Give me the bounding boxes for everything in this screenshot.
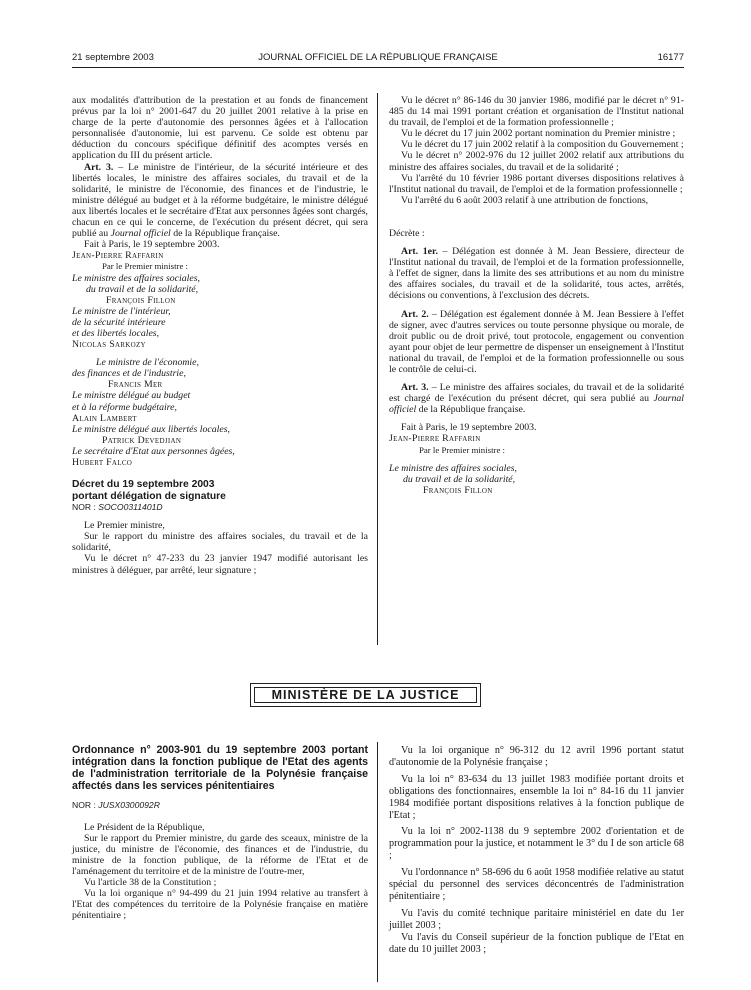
vu-arrete-2003: Vu l'arrêté du 6 août 2003 relatif à une attribution de fonctions, (401, 194, 649, 206)
article-3-right-paragraph: Art. 3. – Le ministre des affaires sociales, du travail et de la solidarité est chargé de l'exécution du présent décret, qui sera publié au Journal officiel de la République française. (389, 382, 684, 416)
ministere-heading-box (250, 683, 481, 707)
header-rule (72, 67, 684, 68)
vu-decret-nomination: Vu le décret du 17 juin 2002 portant nomination du Premier ministre ; (401, 128, 676, 140)
le-president: Le Président de la République, (84, 821, 205, 833)
minister-6-name: Hubert Falco (72, 457, 133, 468)
header-journal-title: JOURNAL OFFICIEL DE LA RÉPUBLIQUE FRANÇAISE (258, 52, 498, 63)
header-date: 21 septembre 2003 (72, 52, 154, 63)
le-premier-ministre: Le Premier ministre, (84, 520, 165, 532)
minister-6-role: Le secrétaire d'Etat aux personnes âgées, (72, 445, 235, 457)
minister-right-name: François Fillon (423, 484, 493, 496)
signer-name: Jean-Pierre Raffarin (72, 250, 164, 262)
vu-loi-96-312: Vu la loi organique n° 96-312 du 12 avril 1996 portant statut d'autonomie de la Polynésie française ; (389, 745, 684, 768)
par-le-premier-ministre-right: Par le Premier ministre : (419, 444, 505, 455)
minister-1-role-line2: du travail et de la solidarité, (86, 283, 199, 295)
vu-decret-47-233: Vu le décret n° 47-233 du 23 janvier 1947 modifié autorisant les ministres à déléguer, par arrêté, leur signature ; (72, 553, 368, 576)
minister-2-role-line1: Le ministre de l'intérieur, (72, 305, 171, 317)
minister-5-name: Patrick Devedjian (102, 434, 182, 446)
minister-1-role-line1: Le ministre des affaires sociales, (72, 272, 200, 284)
fait-a-paris: Fait à Paris, le 19 septembre 2003. (84, 239, 220, 251)
minister-4-role-line1: Le ministre délégué au budget (72, 390, 191, 402)
vu-decret-2002-976: Vu le décret n° 2002-976 du 12 juillet 2002 relatif aux attributions du ministre des affaires sociales, du travail et de la solidarité ; (389, 150, 684, 173)
minister-1-name: François Fillon (106, 294, 176, 306)
minister-2-role-line3: et des libertés locales, (72, 327, 160, 339)
minister-3-role-line2: des finances et de l'industrie, (72, 368, 186, 380)
vu-avis-comite: Vu l'avis du comité technique paritaire ministériel en date du 1er juillet 2003 ; (389, 907, 684, 931)
vu-loi-2002-1138: Vu la loi n° 2002-1138 du 9 septembre 2002 d'orientation et de programmation pour la justice, et notamment le 3° du I de son article 68 ; (389, 826, 684, 862)
decret-title-line1: Décret du 19 septembre 2003 (72, 479, 215, 491)
column-bottom-right (389, 745, 684, 956)
fait-a-paris-right: Fait à Paris, le 19 septembre 2003. (401, 422, 537, 434)
minister-3-name: Francis Mer (108, 379, 163, 391)
vu-article-38: Vu l'article 38 de la Constitution ; (84, 877, 217, 889)
vu-loi-94-499: Vu la loi organique n° 94-499 du 21 juin 1994 relative au transfert à l'Etat des compétences du territoire de la Polynésie française en matière pénitentiaire ; (72, 888, 368, 922)
vu-decret-composition: Vu le décret du 17 juin 2002 relatif à la composition du Gouvernement ; (401, 139, 684, 151)
vu-decret-86-146: Vu le décret n° 86-146 du 30 janvier 1986, modifié par le décret n° 91-485 du 14 mai 1991 portant création et organisation de l'Institut national du travail, de l'emploi et de la formation professionnelle ; (389, 95, 684, 129)
article-2-paragraph: Art. 2. – Délégation est également donnée à M. Jean Bessiere à l'effet de signer, avec d'autres services ou toute personne physique ou morale, de droit public ou de droit privé, tout protocole, engagement ou convention ayant pour objet de leur permettre de dispenser un enseignement à l'Institut national du travail, de l'emploi et de la formation professionnelle ou sous le contrôle de celui-ci. (389, 308, 684, 375)
decrete-heading: Décrète : (389, 227, 425, 239)
article-3-paragraph: Art. 3. – Le ministre de l'intérieur, de la sécurité intérieure et des libertés locales, le ministre des affaires sociales, du travail et de la solidarité, le ministre de l'économie, des finances et de l'industrie, le ministre délégué au budget et à la réforme budgétaire, le ministre délégué aux libertés locales et le secrétaire d'Etat aux personnes âgées sont chargés, chacun en ce qui le concerne, de l'exécution du présent décret, qui sera publié au Journal officiel de la République française. (72, 161, 368, 240)
par-le-premier-ministre: Par le Premier ministre : (102, 261, 188, 272)
minister-2-name: Nicolas Sarkozy (72, 339, 146, 351)
ministere-heading: MINISTÈRE DE LA JUSTICE (254, 687, 477, 703)
ordonnance-title: Ordonnance n° 2003-901 du 19 septembre 2003 portant intégration dans la fonction publique de l'Etat des agents de l'administration territoriale de la Polynésie française affectés dans les services pénitentiaires (72, 744, 368, 792)
paragraph-prestation: aux modalités d'attribution de la prestation et au fonds de financement prévus par la loi n° 2001-647 du 20 juillet 2001 relative à la prise en charge de la perte d'autonomie des personnes âgées et à l'allocation personnalisée d'autonomie, lui est parvenu. Ce solde est obtenu par déduction du concours spécifique définitif des acomptes versés en application du III du présent article. (72, 95, 368, 162)
minister-right-role-line2: du travail et de la solidarité, (403, 473, 516, 485)
decret-title-line2: portant délégation de signature (72, 490, 226, 502)
article-1-paragraph: Art. 1er. – Délégation est donnée à M. Jean Bessiere, directeur de l'Institut national du travail, de l'emploi et de la formation professionnelle, à l'effet de signer, dans la limite des ses attributions et au nom du ministre des affaires sociales, du travail et de la solidarité, tous actes, arrêtés, décisions ou conventions, à l'exclusion des décrets. (389, 246, 684, 302)
minister-4-role-line2: et à la réforme budgétaire, (72, 401, 177, 413)
column-top-left (72, 95, 368, 576)
minister-2-role-line2: de la sécurité intérieure (72, 316, 166, 328)
minister-3-role-line1: Le ministre de l'économie, (96, 357, 199, 369)
header-page-number: 16177 (657, 52, 684, 63)
column-top-right (389, 95, 684, 496)
sur-le-rapport: Sur le rapport du ministre des affaires sociales, du travail et de la solidarité, (72, 531, 368, 554)
column-divider-bottom (377, 742, 378, 982)
vu-arrete-1986: Vu l'arrêté du 10 février 1986 portant diverses dispositions relatives à l'Institut national du travail, de l'emploi et de la formation professionnelle ; (389, 172, 684, 195)
column-bottom-left (72, 745, 368, 922)
vu-ordonnance-58-696: Vu l'ordonnance n° 58-696 du 6 août 1958 modifiée relative au statut spécial du personnel des services déconcentrés de l'administration pénitentiaire ; (389, 867, 684, 902)
column-divider-top (377, 93, 378, 645)
sur-le-rapport-ordonnance: Sur le rapport du Premier ministre, du garde des sceaux, ministre de la justice, du ministre de l'économie, des finances et de l'industrie, du ministre de la fonction publique, de la réforme de l'Etat et de l'aménagement du territoire et de la ministre de l'outre-mer, (72, 832, 368, 878)
page-header (72, 52, 684, 66)
minister-right-role-line1: Le ministre des affaires sociales, (389, 462, 517, 474)
minister-4-name: Alain Lambert (72, 412, 137, 424)
signer-name-right: Jean-Pierre Raffarin (389, 433, 481, 445)
vu-avis-conseil: Vu l'avis du Conseil supérieur de la fonction publique de l'Etat en date du 10 juillet 2003 ; (389, 931, 684, 955)
vu-loi-83-634: Vu la loi n° 83-634 du 13 juillet 1983 modifiée portant droits et obligations des fonctionnaires, ensemble la loi n° 84-16 du 11 janvier 1984 modifiée portant dispositions relatives à la fonction publique de l'Etat ; (389, 773, 684, 821)
minister-5-role: Le ministre délégué aux libertés locales, (72, 423, 230, 435)
nor-reference: NOR : SOCO0311401D (72, 502, 163, 513)
nor-reference-ordonnance: NOR : JUSX0300092R (72, 799, 160, 810)
